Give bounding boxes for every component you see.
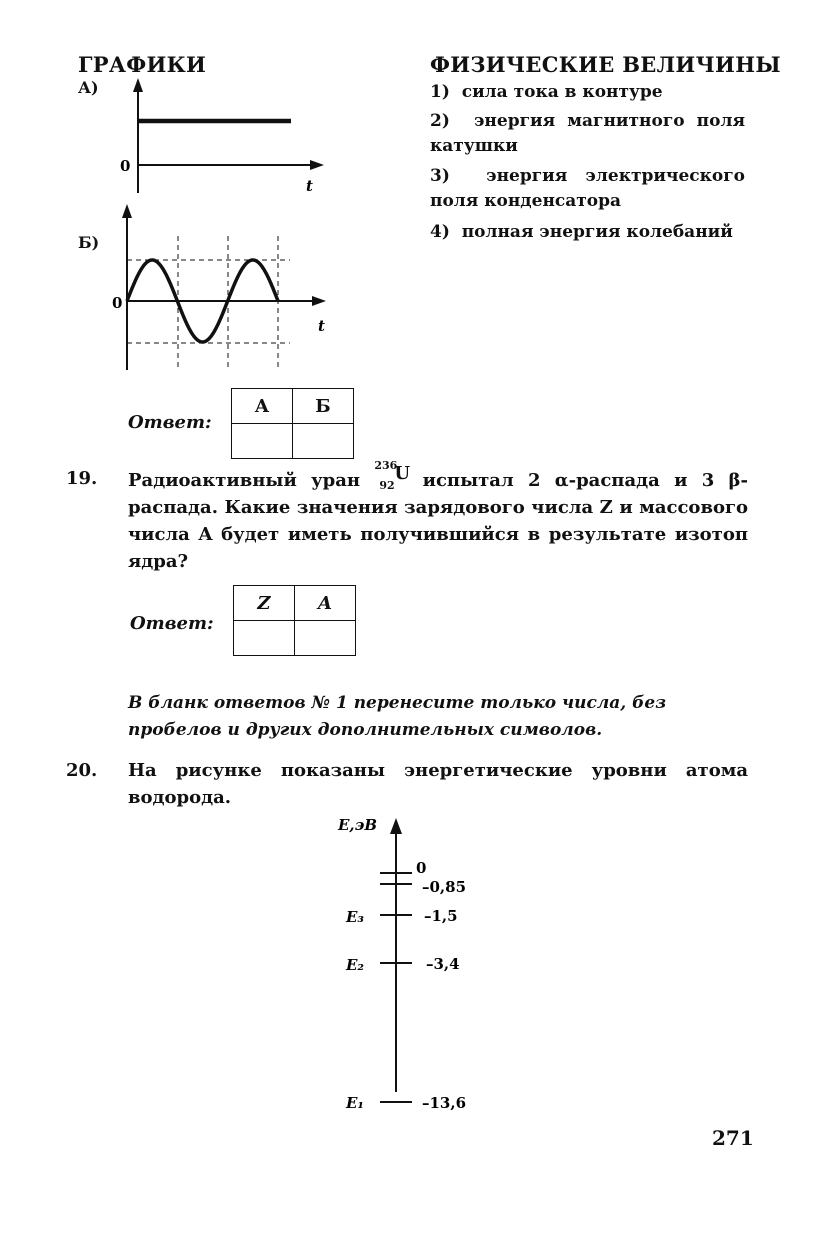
- level-e3-name: E₃: [346, 908, 365, 926]
- level-e1-value: –13,6: [422, 1094, 467, 1110]
- level-e3-value: –1,5: [424, 907, 458, 925]
- answer-header-a: А: [232, 389, 293, 424]
- quantities-header: ФИЗИЧЕСКИЕ ВЕЛИЧИНЫ: [430, 52, 781, 77]
- graph-a: [100, 75, 340, 205]
- level-e2-name: E₂: [346, 956, 365, 974]
- q19-number: 19.: [66, 468, 98, 489]
- graph-b-t-label: t: [318, 317, 325, 335]
- answer-cell-z[interactable]: [234, 621, 295, 656]
- graph-a-zero: 0: [120, 157, 131, 175]
- graph-a-label: А): [78, 78, 99, 97]
- q19-text: Радиоактивный уран 236 92 U испытал 2 α-распада и 3 β-распада. Какие значения зарядового числа Z и массового числа A будет иметь получившийся в результате изотоп ядра?: [128, 459, 748, 572]
- energy-axis-arrow: [390, 818, 402, 834]
- graph-b-zero: 0: [112, 294, 123, 312]
- q20-text: На рисунке показаны энергетические уровни атома водорода.: [128, 760, 748, 808]
- answer-note: В бланк ответов № 1 перенесите только числа, без пробелов и других дополнительных символов.: [128, 693, 667, 740]
- graph-b: [100, 200, 340, 375]
- graph-b-x-arrow: [312, 296, 326, 306]
- answer-cell-a-mass[interactable]: [295, 621, 356, 656]
- level-0-value: 0: [416, 859, 427, 877]
- quantity-1: 1) сила тока в контуре: [430, 82, 663, 102]
- graph-a-y-arrow: [133, 78, 143, 92]
- graph-b-guides: [127, 236, 290, 370]
- q20-number: 20.: [66, 760, 98, 781]
- level-e2-value: –3,4: [426, 955, 460, 973]
- energy-levels-diagram: [330, 810, 530, 1110]
- level-085-value: –0,85: [422, 878, 467, 896]
- energy-axis-label: E,эВ: [338, 816, 378, 834]
- answer-header-z: Z: [234, 586, 295, 621]
- page-number: 271: [712, 1126, 754, 1150]
- graphs-header: ГРАФИКИ: [78, 52, 207, 77]
- answer-label-matching: Ответ:: [128, 412, 212, 433]
- answer-table-matching: [231, 388, 354, 459]
- answer-cell-b[interactable]: [293, 424, 354, 459]
- graph-b-label: Б): [78, 233, 100, 252]
- answer-header-b: Б: [293, 389, 354, 424]
- answer-label-q19: Ответ:: [130, 613, 214, 634]
- level-e1-name: E₁: [346, 1094, 365, 1110]
- answer-cell-a[interactable]: [232, 424, 293, 459]
- graph-a-t-label: t: [306, 177, 313, 195]
- uranium-isotope: 236 92 U: [374, 459, 411, 492]
- quantity-3: 3) энергия электрического поля конденсатора: [430, 166, 745, 211]
- answer-header-a-mass: A: [295, 586, 356, 621]
- graph-a-x-arrow: [310, 160, 324, 170]
- answer-table-q19: [233, 585, 356, 656]
- graph-b-y-arrow: [122, 204, 132, 218]
- quantity-4: 4) полная энергия колебаний: [430, 222, 733, 242]
- quantity-2: 2) энергия магнитного поля катушки: [430, 111, 745, 156]
